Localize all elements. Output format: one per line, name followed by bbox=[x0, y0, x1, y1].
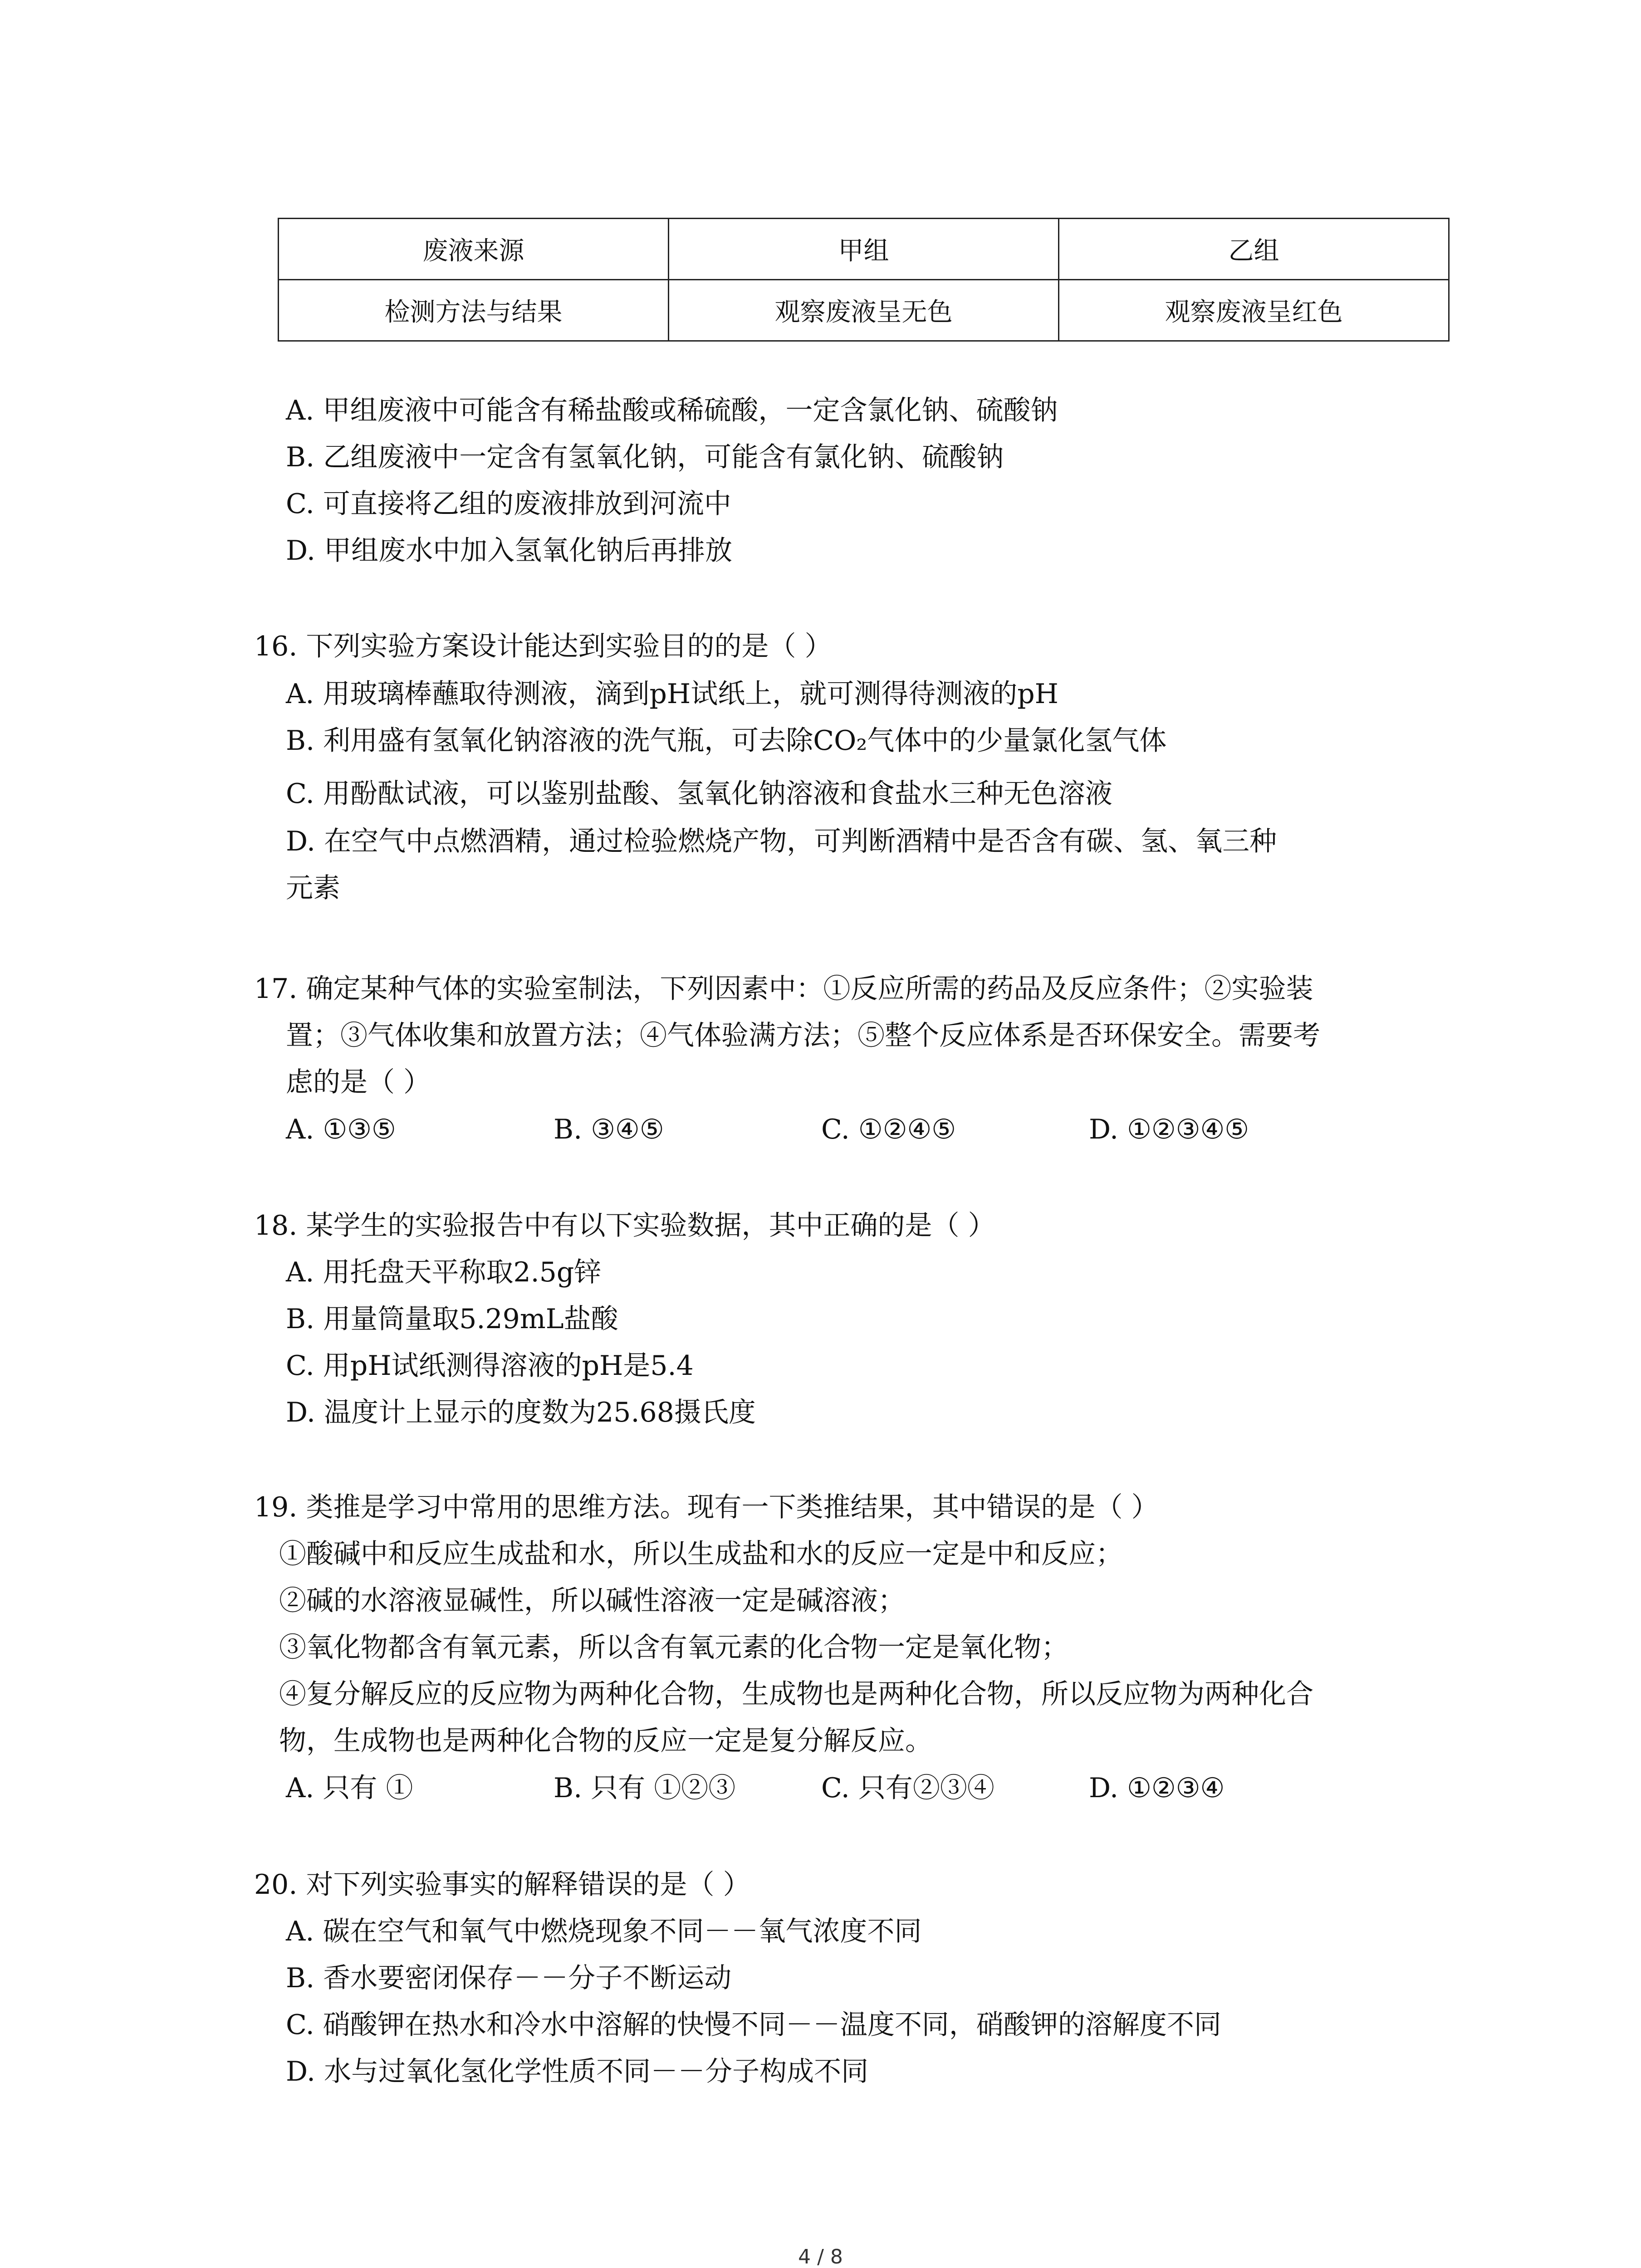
q18-option-c: C. 用pH试纸测得溶液的pH是5.4 bbox=[286, 1350, 694, 1382]
q19-statement-2: ②碱的水溶液显碱性，所以碱性溶液一定是碱溶液； bbox=[279, 1585, 905, 1617]
table-cell: 乙组 bbox=[1059, 219, 1449, 280]
q16-option-d: D. 在空气中点燃酒精，通过检验燃烧产物，可判断酒精中是否含有碳、氢、氧三种 bbox=[286, 826, 1277, 857]
q18-option-a: A. 用托盘天平称取2.5g锌 bbox=[286, 1256, 602, 1288]
q17-option-b: B. ③④⑤ bbox=[554, 1114, 664, 1145]
waste-liquid-table bbox=[278, 218, 1450, 342]
q15-option-b: B. 乙组废液中一定含有氢氧化钠，可能含有氯化钠、硫酸钠 bbox=[286, 441, 1004, 473]
table-row bbox=[279, 280, 1449, 341]
q20-option-b: B. 香水要密闭保存－－分子不断运动 bbox=[286, 1962, 732, 1994]
q19-statement-4: ④复分解反应的反应物为两种化合物，生成物也是两种化合物，所以反应物为两种化合 bbox=[279, 1678, 1313, 1710]
q19-statement-1: ①酸碱中和反应生成盐和水，所以生成盐和水的反应一定是中和反应； bbox=[279, 1538, 1123, 1570]
q19-stem: 19. 类推是学习中常用的思维方法。现有一下类推结果，其中错误的是（ ） bbox=[254, 1491, 1159, 1523]
q18-option-b: B. 用量筒量取5.29mL盐酸 bbox=[286, 1303, 618, 1335]
q17-stem-line-2: 置；③气体收集和放置方法；④气体验满方法；⑤整个反应体系是否环保安全。需要考 bbox=[286, 1020, 1320, 1051]
q16-stem: 16. 下列实验方案设计能达到实验目的的是（ ） bbox=[254, 631, 832, 662]
q15-option-a: A. 甲组废液中可能含有稀盐酸或稀硫酸，一定含氯化钠、硫酸钠 bbox=[286, 395, 1058, 426]
table-cell: 观察废液呈无色 bbox=[669, 280, 1059, 341]
q16-option-d-cont: 元素 bbox=[286, 872, 340, 904]
q15-option-c: C. 可直接将乙组的废液排放到河流中 bbox=[286, 488, 731, 520]
q17-option-d: D. ①②③④⑤ bbox=[1089, 1114, 1249, 1145]
q18-stem: 18. 某学生的实验报告中有以下实验数据，其中正确的是（ ） bbox=[254, 1210, 995, 1242]
q19-statement-3: ③氧化物都含有氧元素，所以含有氧元素的化合物一定是氧化物； bbox=[279, 1632, 1068, 1663]
table-row bbox=[279, 219, 1449, 280]
table-cell: 废液来源 bbox=[279, 219, 669, 280]
q20-option-c: C. 硝酸钾在热水和冷水中溶解的快慢不同－－温度不同，硝酸钾的溶解度不同 bbox=[286, 2009, 1221, 2041]
q17-option-c: C. ①②④⑤ bbox=[821, 1114, 956, 1145]
page-number: 4 / 8 bbox=[798, 2245, 843, 2268]
q18-option-d: D. 温度计上显示的度数为25.68摄氏度 bbox=[286, 1397, 756, 1428]
q20-stem: 20. 对下列实验事实的解释错误的是（ ） bbox=[254, 1869, 750, 1901]
q20-option-d: D. 水与过氧化氢化学性质不同－－分子构成不同 bbox=[286, 2056, 869, 2087]
q16-option-b: B. 利用盛有氢氧化钠溶液的洗气瓶，可去除CO₂气体中的少量氯化氢气体 bbox=[286, 725, 1167, 757]
q19-option-d: D. ①②③④ bbox=[1089, 1772, 1225, 1804]
q16-option-a: A. 用玻璃棒蘸取待测液，滴到pH试纸上，就可测得待测液的pH bbox=[286, 678, 1058, 710]
q17-stem-line-3: 虑的是（ ） bbox=[286, 1066, 431, 1098]
table-cell: 甲组 bbox=[669, 219, 1059, 280]
q17-option-a: A. ①③⑤ bbox=[286, 1114, 396, 1145]
q19-statement-4-cont: 物，生成物也是两种化合物的反应一定是复分解反应。 bbox=[279, 1725, 932, 1757]
q20-option-a: A. 碳在空气和氧气中燃烧现象不同－－氧气浓度不同 bbox=[286, 1916, 922, 1947]
table-cell: 检测方法与结果 bbox=[279, 280, 669, 341]
q19-option-b: B. 只有 ①②③ bbox=[554, 1772, 736, 1804]
table-cell: 观察废液呈红色 bbox=[1059, 280, 1449, 341]
q16-option-c: C. 用酚酞试液，可以鉴别盐酸、氢氧化钠溶液和食盐水三种无色溶液 bbox=[286, 778, 1112, 810]
q15-option-d: D. 甲组废水中加入氢氧化钠后再排放 bbox=[286, 535, 733, 567]
q19-option-c: C. 只有②③④ bbox=[821, 1772, 994, 1804]
q17-stem-line-1: 17. 确定某种气体的实验室制法，下列因素中：①反应所需的药品及反应条件；②实验装 bbox=[254, 973, 1313, 1005]
q19-option-a: A. 只有 ① bbox=[286, 1772, 413, 1804]
